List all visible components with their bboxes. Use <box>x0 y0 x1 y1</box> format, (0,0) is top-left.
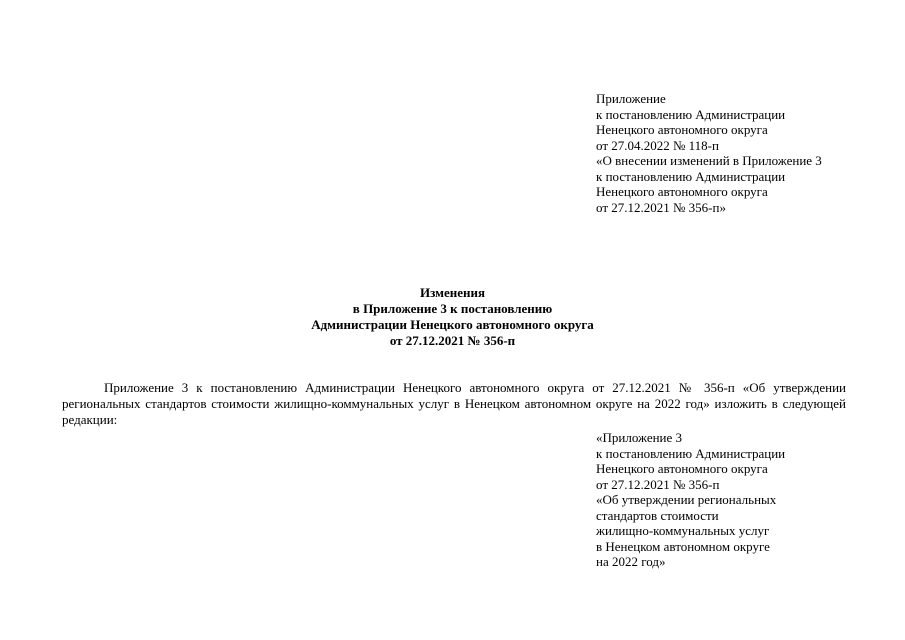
appendix-quote-line: на 2022 год» <box>596 554 666 569</box>
title-line: Изменения <box>419 285 486 300</box>
appendix-quote-line: от 27.12.2021 № 356-п <box>596 476 720 492</box>
appendix-quote-line: жилищно-коммунальных услуг <box>596 523 770 538</box>
document-title <box>0 285 905 349</box>
appendix-quote-line: «Приложение 3 <box>596 430 683 445</box>
appendix-header-line: от 27.12.2021 № 356-п» <box>596 199 726 215</box>
appendix-header-line: «О внесении изменений в Приложение 3 <box>596 153 822 168</box>
title-line: Администрации Ненецкого автономного округа <box>311 317 594 332</box>
body-paragraph: Приложение 3 к постановлению Администрации Ненецкого автономного округа от 27.12.2021 № 356-п «Об утверждении региональных стандартов стоимости жилищно-коммунальных услуг в Ненецком автономном округе на 2022 год» изложить в следующей редакции: <box>62 380 846 427</box>
appendix-header-line: Приложение <box>596 91 666 106</box>
appendix-header-line: Ненецкого автономного округа <box>596 184 768 199</box>
title-line: от 27.12.2021 № 356-п <box>389 333 516 348</box>
appendix-quote-line: «Об утверждении региональных <box>596 492 777 507</box>
appendix-header-line: к постановлению Администрации <box>596 168 786 184</box>
appendix-quote-line: Ненецкого автономного округа <box>596 461 768 476</box>
body-text <box>62 380 846 428</box>
appendix-quote-line: в Ненецком автономном округе <box>596 538 770 554</box>
appendix-quote <box>596 430 785 570</box>
appendix-header-line: от 27.04.2022 № 118-п <box>596 137 719 153</box>
appendix-header <box>596 91 822 215</box>
appendix-header-line: Ненецкого автономного округа <box>596 122 768 137</box>
title-line: в Приложение 3 к постановлению <box>352 301 553 316</box>
appendix-quote-line: стандартов стоимости <box>596 507 719 523</box>
appendix-header-line: к постановлению Администрации <box>596 106 786 122</box>
appendix-quote-line: к постановлению Администрации <box>596 445 786 461</box>
